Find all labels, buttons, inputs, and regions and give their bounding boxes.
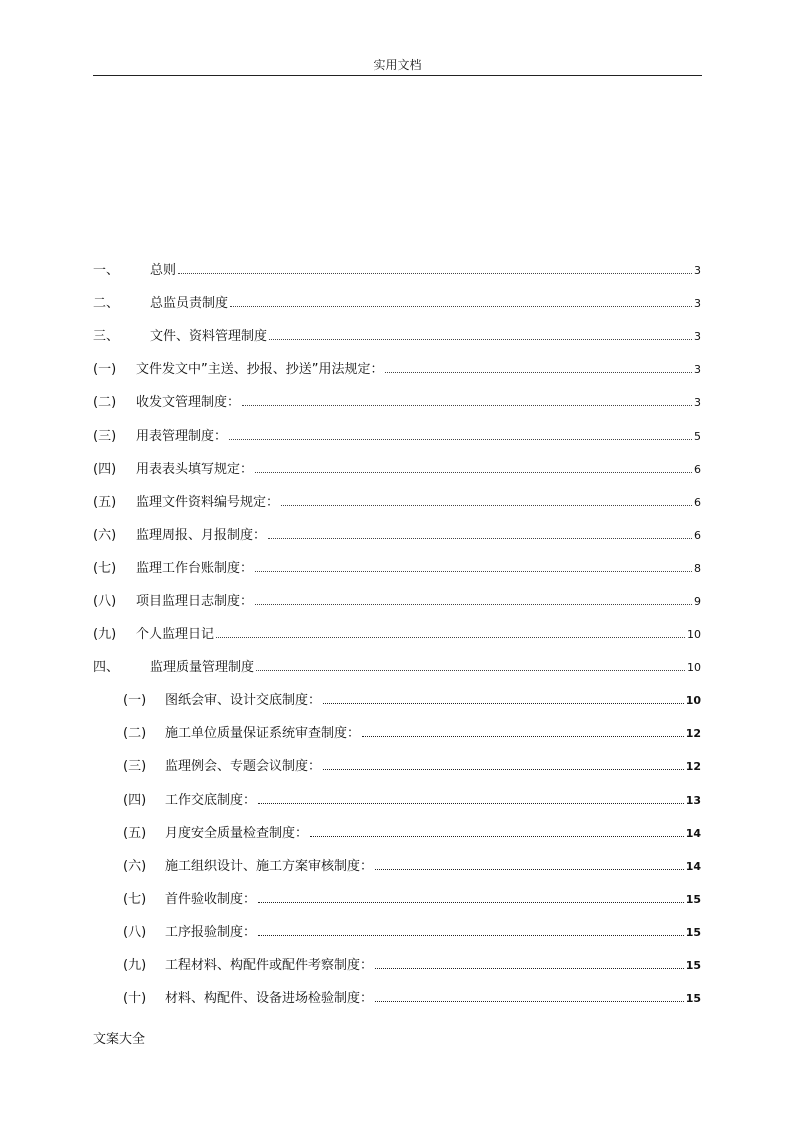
toc-entry[interactable] xyxy=(93,252,701,285)
toc-dot-leader xyxy=(242,405,692,406)
toc-entry[interactable] xyxy=(93,947,701,980)
header-rule xyxy=(93,75,702,76)
toc-entry-page: 3 xyxy=(694,330,701,344)
toc-entry-number: (八) xyxy=(93,593,117,609)
toc-entry-title: 监理文件资料编号规定： xyxy=(136,494,280,510)
toc-entry[interactable] xyxy=(93,649,701,682)
toc-entry-number: (五) xyxy=(93,494,117,510)
toc-entry[interactable] xyxy=(93,351,701,384)
toc-dot-leader xyxy=(255,472,692,473)
toc-entry-number: (九) xyxy=(93,627,117,643)
toc-entry-number: 一、 xyxy=(93,263,120,279)
toc-entry-page: 10 xyxy=(687,628,701,642)
toc-entry-page: 3 xyxy=(694,264,701,278)
toc-entry-title: 施工单位质量保证系统审查制度： xyxy=(165,726,361,742)
toc-entry-number: (四) xyxy=(123,792,147,808)
toc-entry-title: 收发文管理制度： xyxy=(136,395,241,411)
toc-entry[interactable] xyxy=(93,748,701,781)
toc-entry-title: 文件、资料管理制度 xyxy=(150,329,268,345)
toc-dot-leader xyxy=(230,306,692,307)
toc-dot-leader xyxy=(281,505,692,506)
toc-entry[interactable] xyxy=(93,484,701,517)
toc-dot-leader xyxy=(258,803,684,804)
toc-entry-page: 5 xyxy=(694,429,701,443)
toc-entry-number: 三、 xyxy=(93,329,120,345)
page-header: 实用文档 xyxy=(373,58,422,72)
toc-entry-page: 14 xyxy=(685,859,701,873)
toc-dot-leader xyxy=(323,769,684,770)
toc-entry-number: (五) xyxy=(123,825,147,841)
toc-entry-number: (一) xyxy=(93,362,117,378)
toc-dot-leader xyxy=(375,968,684,969)
toc-entry-page: 13 xyxy=(685,793,701,807)
toc-dot-leader xyxy=(255,571,692,572)
toc-dot-leader xyxy=(310,836,684,837)
toc-entry-page: 12 xyxy=(685,727,701,741)
toc-dot-leader xyxy=(229,439,692,440)
toc-entry-title: 施工组织设计、施工方案审核制度： xyxy=(165,858,374,874)
toc-entry[interactable] xyxy=(93,914,701,947)
toc-entry-title: 项目监理日志制度： xyxy=(136,593,254,609)
toc-entry[interactable] xyxy=(93,417,701,450)
toc-entry-number: (六) xyxy=(123,858,147,874)
toc-entry-page: 6 xyxy=(694,528,701,542)
toc-dot-leader xyxy=(178,273,692,274)
toc-entry-title: 监理周报、月报制度： xyxy=(136,527,267,543)
toc-entry[interactable] xyxy=(93,782,701,815)
toc-entry-page: 6 xyxy=(694,495,701,509)
toc-entry-title: 监理例会、专题会议制度： xyxy=(165,759,322,775)
toc-entry-number: (七) xyxy=(123,891,147,907)
toc-dot-leader xyxy=(258,902,684,903)
toc-entry-number: 二、 xyxy=(93,296,120,312)
toc-entry[interactable] xyxy=(93,384,701,417)
toc-entry-page: 12 xyxy=(685,760,701,774)
toc-entry-title: 图纸会审、设计交底制度： xyxy=(165,693,322,709)
toc-entry-page: 3 xyxy=(694,396,701,410)
toc-entry-title: 文件发文中”主送、抄报、抄送”用法规定： xyxy=(136,362,384,378)
toc-entry-title: 用表表头填写规定： xyxy=(136,461,254,477)
toc-entry-number: (八) xyxy=(123,924,147,940)
toc-dot-leader xyxy=(323,703,684,704)
toc-entry-page: 15 xyxy=(685,992,701,1006)
toc-entry-number: (七) xyxy=(93,560,117,576)
toc-dot-leader xyxy=(258,935,684,936)
toc-entry-title: 工程材料、构配件或配件考察制度： xyxy=(165,958,374,974)
toc-entry-page: 10 xyxy=(685,694,701,708)
toc-entry-page: 9 xyxy=(694,594,701,608)
toc-entry-page: 15 xyxy=(685,925,701,939)
toc-dot-leader xyxy=(255,604,692,605)
toc-entry[interactable] xyxy=(93,980,701,1013)
toc-entry[interactable] xyxy=(93,550,701,583)
toc-entry[interactable] xyxy=(93,451,701,484)
toc-entry-title: 用表管理制度： xyxy=(136,428,228,444)
page-footer: 文案大全 xyxy=(93,1032,146,1047)
toc-entry-title: 月度安全质量检查制度： xyxy=(165,825,309,841)
toc-entry-title: 首件验收制度： xyxy=(165,891,257,907)
toc-dot-leader xyxy=(216,637,685,638)
toc-entry-title: 监理工作台账制度： xyxy=(136,560,254,576)
toc-entry[interactable] xyxy=(93,285,701,318)
toc-entry-page: 6 xyxy=(694,462,701,476)
toc-entry[interactable] xyxy=(93,848,701,881)
toc-entry[interactable] xyxy=(93,616,701,649)
toc-entry[interactable] xyxy=(93,682,701,715)
toc-entry-title: 工序报验制度： xyxy=(165,924,257,940)
toc-entry-number: (二) xyxy=(123,726,147,742)
toc-entry-number: (四) xyxy=(93,461,117,477)
toc-entry-number: (二) xyxy=(93,395,117,411)
toc-entry-title: 监理质量管理制度 xyxy=(150,660,255,676)
table-of-contents xyxy=(93,252,701,1013)
toc-dot-leader xyxy=(362,736,684,737)
toc-entry-number: 四、 xyxy=(93,660,120,676)
toc-entry-page: 8 xyxy=(694,561,701,575)
toc-entry[interactable] xyxy=(93,881,701,914)
toc-entry-number: (九) xyxy=(123,958,147,974)
toc-entry-title: 个人监理日记 xyxy=(136,627,215,643)
toc-entry-page: 14 xyxy=(685,826,701,840)
toc-entry-title: 材料、构配件、设备进场检验制度： xyxy=(165,991,374,1007)
toc-entry-title: 总则 xyxy=(150,263,177,279)
toc-entry[interactable] xyxy=(93,583,701,616)
toc-entry[interactable] xyxy=(93,517,701,550)
toc-dot-leader xyxy=(385,372,692,373)
toc-entry-number: (一) xyxy=(123,693,147,709)
toc-entry[interactable] xyxy=(93,318,701,351)
toc-entry-page: 3 xyxy=(694,297,701,311)
toc-entry-number: (三) xyxy=(93,428,117,444)
toc-entry-page: 15 xyxy=(685,959,701,973)
toc-dot-leader xyxy=(375,869,684,870)
toc-dot-leader xyxy=(269,339,692,340)
toc-dot-leader xyxy=(268,538,692,539)
toc-dot-leader xyxy=(256,670,685,671)
toc-entry-page: 10 xyxy=(687,661,701,675)
toc-entry-number: (六) xyxy=(93,527,117,543)
toc-entry-title: 工作交底制度： xyxy=(165,792,257,808)
toc-entry[interactable] xyxy=(93,815,701,848)
toc-entry-number: (三) xyxy=(123,759,147,775)
toc-entry-page: 3 xyxy=(694,363,701,377)
toc-entry-title: 总监员责制度 xyxy=(150,296,229,312)
toc-dot-leader xyxy=(375,1001,684,1002)
toc-entry-number: (十) xyxy=(123,991,147,1007)
toc-entry-page: 15 xyxy=(685,892,701,906)
toc-entry[interactable] xyxy=(93,715,701,748)
